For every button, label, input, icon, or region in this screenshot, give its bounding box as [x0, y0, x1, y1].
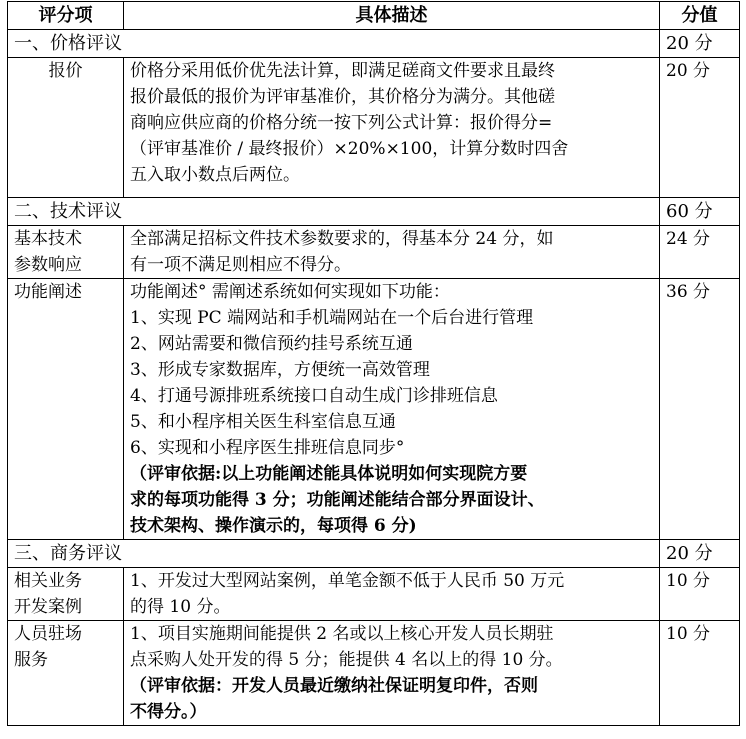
table-row	[8, 58, 740, 198]
section-score: 20 分	[660, 540, 740, 568]
description-line: 五入取小数点后两位。	[130, 165, 300, 185]
item-description	[124, 621, 660, 726]
criteria-line: 技术架构、操作演示的，每项得 6 分)	[130, 516, 417, 536]
section-title: 三、商务评议	[8, 540, 660, 568]
section-row	[8, 540, 740, 568]
scoring-table	[7, 1, 740, 726]
item-description	[124, 226, 660, 279]
item-description	[124, 568, 660, 621]
section-row	[8, 198, 740, 226]
item-description	[124, 58, 660, 198]
header-description: 具体描述	[124, 2, 660, 30]
description-line: 点采购人处开发的得 5 分；能提供 4 名以上的得 10 分。	[130, 650, 563, 670]
item-name: 基本技术 参数响应	[8, 226, 124, 279]
table-row	[8, 226, 740, 279]
section-title: 二、技术评议	[8, 198, 660, 226]
item-description	[124, 279, 660, 540]
description-line: 功能阐述° 需阐述系统如何实现如下功能：	[130, 282, 450, 302]
header-item: 评分项	[8, 2, 124, 30]
table-row	[8, 568, 740, 621]
item-score: 20 分	[660, 58, 740, 198]
description-line: 4、打通号源排班系统接口自动生成门诊排班信息	[130, 386, 498, 406]
item-name: 报价	[8, 58, 124, 198]
section-row	[8, 30, 740, 58]
table-row	[8, 621, 740, 726]
description-line: 价格分采用低价优先法计算，即满足磋商文件要求且最终	[130, 61, 555, 81]
section-title: 一、价格评议	[8, 30, 660, 58]
criteria-line: （评审依据：开发人员最近缴纳社保证明复印件，否则	[130, 676, 538, 696]
item-score: 36 分	[660, 279, 740, 540]
item-score: 24 分	[660, 226, 740, 279]
description-line: 1、实现 PC 端网站和手机端网站在一个后台进行管理	[130, 308, 534, 328]
item-name: 功能阐述	[8, 279, 124, 540]
criteria-line: 求的每项功能得 3 分；功能阐述能结合部分界面设计、	[130, 490, 545, 510]
description-line: 5、和小程序相关医生科室信息互通	[130, 412, 396, 432]
table-row	[8, 279, 740, 540]
description-line: 1、项目实施期间能提供 2 名或以上核心开发人员长期驻	[130, 624, 554, 644]
table-header-row	[8, 2, 740, 30]
item-score: 10 分	[660, 621, 740, 726]
section-score: 60 分	[660, 198, 740, 226]
description-line: 1、开发过大型网站案例，单笔金额不低于人民币 50 万元	[130, 571, 565, 591]
item-name: 相关业务 开发案例	[8, 568, 124, 621]
description-line: 3、形成专家数据库，方便统一高效管理	[130, 360, 430, 380]
description-line: 报价最低的报价为评审基准价，其价格分为满分。其他磋	[130, 87, 555, 107]
section-score: 20 分	[660, 30, 740, 58]
description-line: （评审基准价 / 最终报价）×20%×100，计算分数时四舍	[130, 139, 569, 159]
description-line: 商响应供应商的价格分统一按下列公式计算：报价得分=	[130, 113, 553, 133]
criteria-line: （评审依据:以上功能阐述能具体说明如何实现院方要	[130, 464, 528, 484]
item-name: 人员驻场 服务	[8, 621, 124, 726]
description-line: 的得 10 分。	[130, 597, 231, 617]
description-line: 2、网站需要和微信预约挂号系统互通	[130, 334, 413, 354]
description-line: 全部满足招标文件技术参数要求的，得基本分 24 分，如	[130, 229, 554, 249]
description-line: 有一项不满足则相应不得分。	[130, 255, 351, 275]
item-score: 10 分	[660, 568, 740, 621]
header-score: 分值	[660, 2, 740, 30]
description-line: 6、实现和小程序医生排班信息同步°	[130, 438, 405, 458]
criteria-line: 不得分。）	[130, 702, 207, 722]
